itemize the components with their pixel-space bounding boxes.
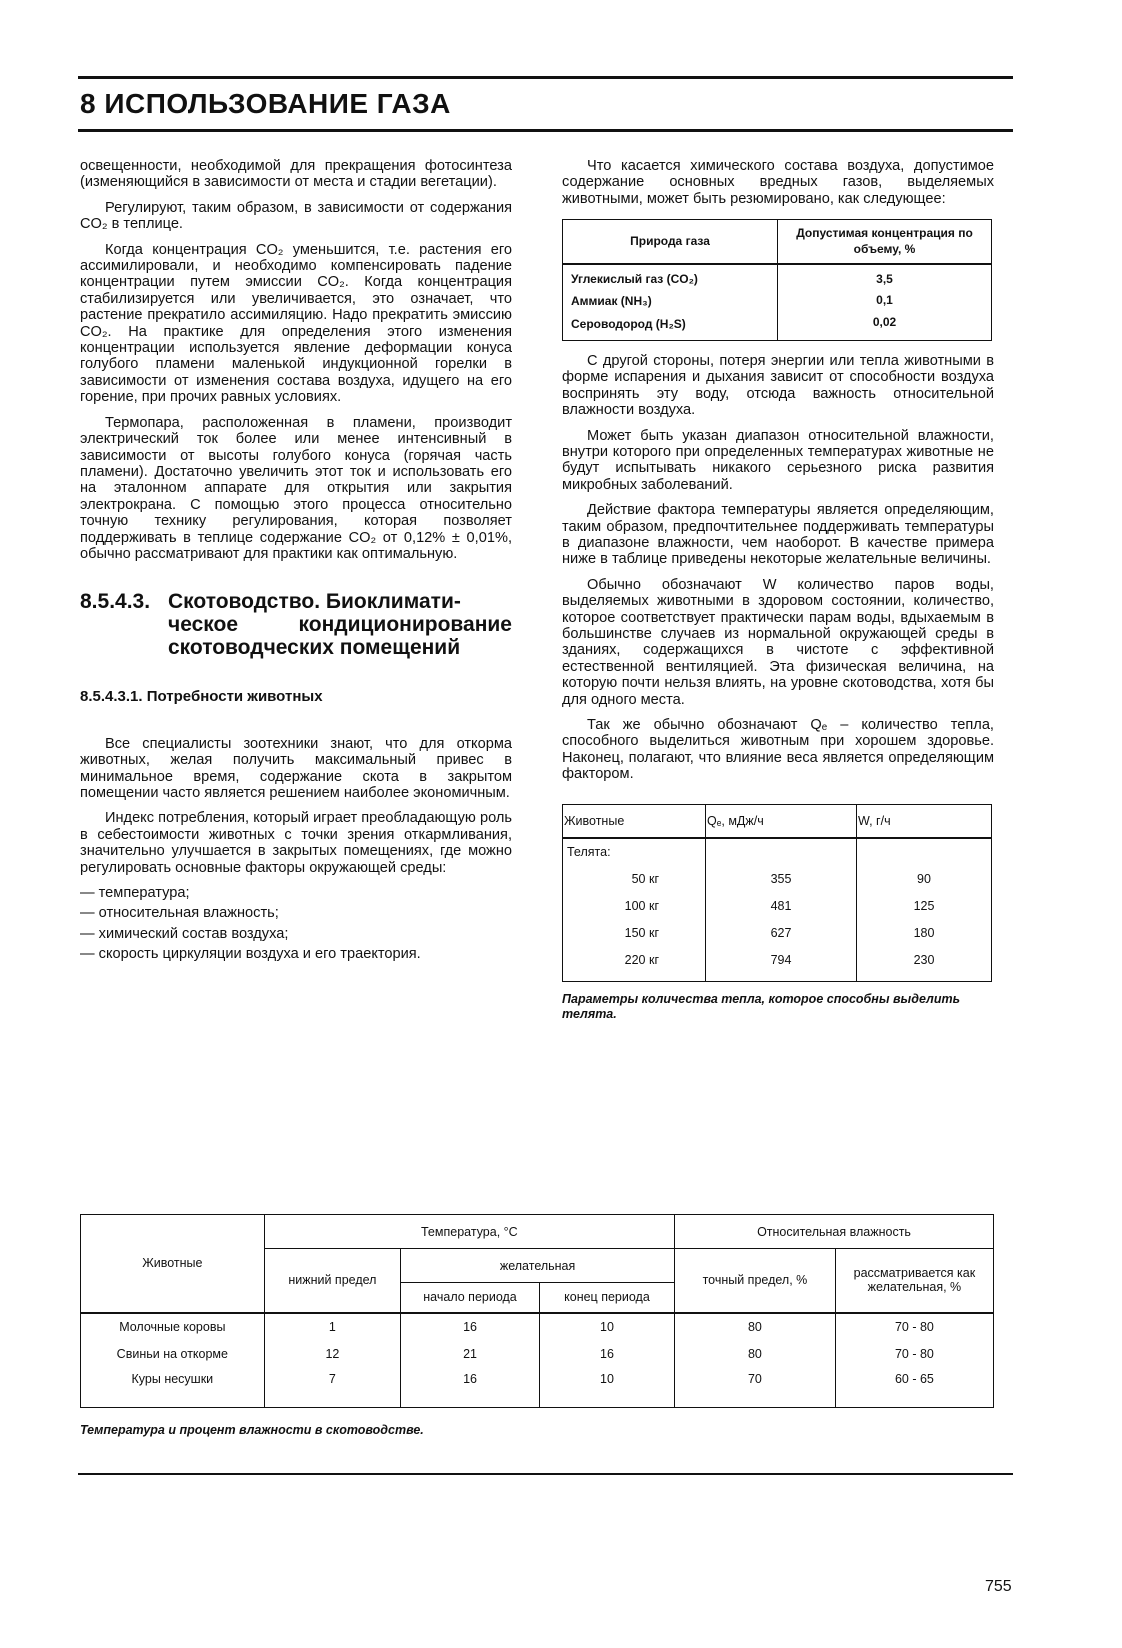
list-item: — скорость циркуляции воздуха и его траектория. [80,946,421,963]
footer-rule [78,1473,1013,1475]
chapter-title: 8 ИСПОЛЬЗОВАНИЕ ГАЗА [80,88,451,119]
col-period-start: начало периода [401,1283,540,1313]
start-value: 16 [401,1368,540,1408]
right-paragraph-2: Может быть указан диапазон относительной влажности, внутри которого при определенных температурах животные не будут испытывать никакого серьезного риска развития микробных заболеваний. [562,427,994,493]
section-title-first: Скотоводство. Биоклимати- [168,590,461,614]
calf-weight: 220 кг [563,947,706,981]
calf-water: 230 [913,953,935,968]
right-column [562,158,994,1022]
desired-value: 60 - 65 [894,1371,934,1386]
left-paragraph-3: Когда концентрация CO₂ уменьшится, т.е. растения его ассимилировали, и необходимо компенсировать падение концентрации путем эмиссии CO₂. Когда концентрация стабилизируется или увеличивается, это означает, что растение прекратило ассимиляцию. Надо прекратить эмиссию CO₂. На практике для определения этого изменения концентрации используется явление деформации конуса голубого пламени маленькой индукционной горелки в зависимости от изменения состава воздуха, идущего на его горение, при прочих равных условиях. [80,241,512,406]
calf-water: 90 [917,872,931,887]
col-period-end: конец периода [539,1283,674,1313]
calf-water: 125 [913,899,935,914]
desired-value: 70 - 80 [894,1347,934,1361]
calf-heat: 627 [706,920,857,947]
calf-water: 180 [913,926,935,941]
list-item: — относительная влажность; [80,905,279,922]
col-desired: желательная [401,1249,675,1283]
col-humidity: Относительная влажность [675,1215,994,1249]
lower-value: 1 [264,1313,400,1341]
calf-col-animals: Животные [563,804,706,838]
section-number: 8.5.4.3. [80,590,151,614]
right-intro: Что касается химического состава воздуха, допустимое содержание основных вредных газов, выделяемых животными, может быть резюмировано, как следующее: [562,158,994,207]
calf-heat: 481 [706,893,857,920]
exact-value: 80 [675,1313,836,1341]
end-value: 10 [539,1368,674,1408]
animal-name: Молочные коровы [81,1313,265,1341]
list-item: — температура; [80,885,190,901]
calf-table [562,804,992,982]
col-animals: Животные [81,1215,265,1313]
col-lower-limit: нижний предел [264,1249,400,1313]
empty-cell [857,838,992,866]
factor-list [80,885,512,963]
exact-value: 80 [675,1341,836,1368]
right-paragraph-1: С другой стороны, потеря энергии или тепла животными в форме испарения и дыхания зависит от способности воздуха воспринять эту воду, отсюда важность относительной влажности воздуха. [562,352,994,419]
right-paragraph-4: Обычно обозначают W количество паров воды, выделяемых животными в здоровом состоянии, количество, которое соответствует практически парам воды, вдыхаемым в большинстве случаев из нормальной окружающей среды в зданиях, содержащихся в чистоте с эффективной естественной вентиляцией. Эта физическая величина, на которую почти нельзя влиять, на уровне скотоводства, хотя бы для одного места. [562,576,994,708]
climate-table [80,1214,994,1408]
col-temperature: Температура, °С [264,1215,674,1249]
left-paragraph-4: Термопара, расположенная в пламени, производит электрический ток более или менее интенсивный в зависимости от высоты голубого конуса (горячая часть пламени). Достаточно увеличить этот ток и использовать его на эталонном аппарате для открытия или закрытия электрокрана. С помощью этого процесса относительно точную технику регулирования, которая позволяет поддерживать в теплице содержание CO₂ от 0,12% ± 0,01%, обычно рассматривают для практики как оптимальную. [80,414,512,562]
left-column [80,158,512,967]
header-rule [78,129,1013,132]
exact-value: 70 [675,1368,836,1408]
page-number: 755 [985,1578,1012,1595]
left-paragraph-5: Все специалисты зоотехники знают, что для откорма животных, желая получить максимальный привес в минимальное время, содержание скота в закрытом помещении часто является решением наиболее экономичным. [80,735,512,801]
col-exact-limit: точный предел, % [675,1249,836,1313]
calf-heat: 794 [706,947,857,981]
desired-value: 70 - 80 [894,1320,934,1334]
gas-value: 0,02 [872,315,897,330]
right-paragraph-5: Так же обычно обозначают Qₑ – количество тепла, способного выделиться животным при хорошем здоровье. Наконец, полагают, что влияние веса является определяющим фактором. [562,717,994,783]
left-paragraph-1: освещенности, необходимой для прекращения фотосинтеза (изменяющийся в зависимости от места и стадии вегетации). [80,158,512,191]
end-value: 16 [539,1341,674,1368]
lower-value: 12 [264,1341,400,1368]
end-value: 10 [539,1313,674,1341]
gas-value: 3,5 [876,272,893,287]
start-value: 21 [401,1341,540,1368]
start-value: 16 [401,1313,540,1341]
gas-table [562,219,992,341]
calf-table-caption: Параметры количества тепла, которое способны выделить телята. [562,991,960,1021]
animal-name: Свиньи на откорме [81,1341,265,1368]
gas-col-conc: Допустимая концентрация по объему, % [778,220,992,264]
calf-heat: 355 [706,866,857,893]
left-paragraph-6: Индекс потребления, который играет преобладающую роль в себестоимости животных с точки зрения откармливания, значительно улучшается в закрытых помещениях, где можно регулировать основные факторы окружающей среды: [80,810,512,876]
subsection-heading: 8.5.4.3.1. Потребности животных [80,688,323,706]
calf-weight: 50 кг [563,866,706,893]
calf-weight: 150 кг [563,920,706,947]
lower-value: 7 [264,1368,400,1408]
list-item: — химический состав воздуха; [80,925,289,942]
animal-name: Куры несушки [81,1368,265,1408]
section-title-rest: ческое кондиционирование скотоводческих помещений [168,613,512,660]
calf-weight: 100 кг [563,893,706,920]
empty-cell [706,838,857,866]
gas-value: 0,1 [876,293,893,308]
climate-table-caption: Температура и процент влажности в скотоводстве. [80,1423,424,1437]
right-paragraph-3: Действие фактора температуры является определяющим, таким образом, предпочтительнее поддерживать температуры в диапазоне влажности, чем наоборот. В качестве примера ниже в таблице приведены некоторые желательные величины. [562,502,994,568]
calf-col-heat: Qₑ, мДж/ч [706,804,857,838]
gas-name: Углекислый газ (CO₂) [563,264,778,289]
col-considered: рассматривается как желательная, % [835,1249,993,1313]
gas-col-nature: Природа газа [563,220,778,264]
left-paragraph-2: Регулируют, таким образом, в зависимости от содержания CO₂ в теплице. [80,199,512,233]
top-rule [78,76,1013,79]
gas-name: Аммиак (NH₃) [563,289,778,311]
section-heading [80,590,512,659]
calf-group-label: Телята: [563,838,706,866]
gas-name: Сероводород (H₂S) [563,312,778,341]
calf-col-water: W, г/ч [857,804,992,838]
